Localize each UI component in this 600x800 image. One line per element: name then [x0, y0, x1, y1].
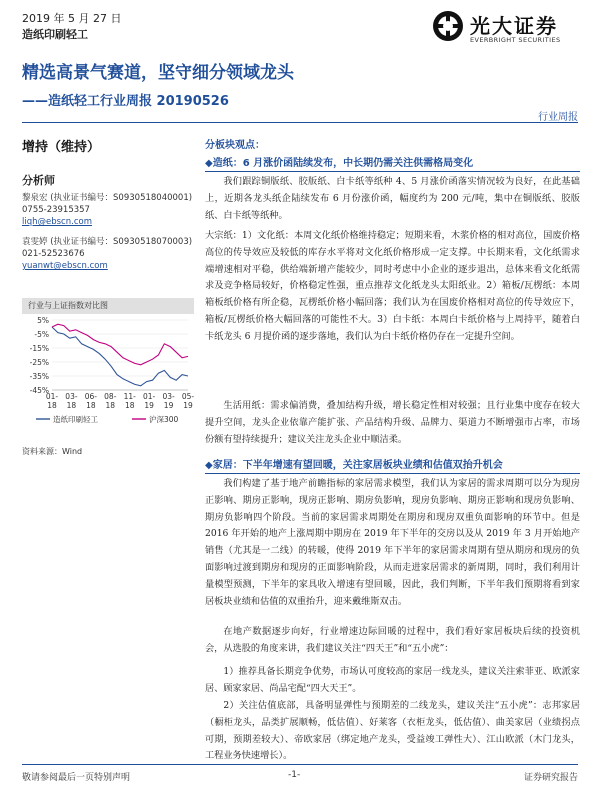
sector-label: 造纸印刷轻工: [22, 28, 88, 41]
chart-source: 资料来源：Wind: [22, 447, 83, 456]
analyst-block-1: [22, 192, 202, 228]
logo-en-text: EVERBRIGHT SECURITIES: [470, 36, 561, 44]
analyst-name: 袁雯婷: [22, 237, 48, 247]
x-tick-label: 08-: [104, 392, 117, 401]
report-type: 行业周报: [538, 112, 578, 123]
report-date: 2019 年 5 月 27 日: [22, 12, 122, 25]
analyst-heading: 分析师: [22, 174, 55, 187]
x-tick-label: 11-: [123, 392, 136, 401]
footer-disclaimer: 敬请参阅最后一页特别声明: [22, 773, 131, 783]
x-tick-label: 18: [66, 401, 77, 410]
furniture-paragraph-1: 我们构建了基于地产前瞻指标的家居需求模型，我们认为家居的需求周期可以分为现房正影响、期房正影响，现房正影响、期房负影响，现房负影响、期房正影响和现房负影响、期房负影响四个阶段。当前的家居需求周期处在期房和现房双重负面影响的环节中。但是 2016 年开始的地产上涨周期中期房在 2019 年下半年的交房以及从 2019 年 3 月开始地产销售（尤其是一二线）的转暖，使得 2019 年下半年的家居需求周期有望从期房和现房的负面影响过渡到期房和现房的正面影响阶段，从而走进家居需求的新周期，同时，我们利用计量模型预测，下半年的家具收入增速有望回暖，因此，我们判断，下半年我们预期将看到家居板块业绩和估值的双重抬升，迎来戴维斯双击。: [205, 478, 580, 607]
chart-plot: [22, 314, 194, 436]
analyst-phone: 0755-23915357: [22, 205, 90, 215]
footer-divider: [22, 764, 578, 765]
x-tick-label: 06-: [84, 392, 97, 401]
y-tick-label: -35%: [29, 372, 49, 381]
x-tick-label: 03-: [162, 392, 175, 401]
page-number: -1-: [288, 770, 301, 780]
y-tick-label: -25%: [29, 358, 49, 367]
x-tick-label: 05-: [181, 392, 194, 401]
analyst-cert: (执业证书编号：S0930518070003): [50, 237, 193, 247]
analyst-cert: (执业证书编号：S0930518040001): [50, 193, 193, 203]
section-heading-paper: ◆造纸：6 月涨价函陆续发布，中长期仍需关注供需格局变化: [205, 154, 580, 172]
x-tick-label: 01-: [45, 392, 59, 401]
section-heading-furniture: ◆家居：下半年增速有望回暖，关注家居板块业绩和估值双抬升机会: [205, 456, 580, 474]
company-logo: [432, 8, 580, 46]
logo-cn-text: 光大证券: [470, 14, 558, 38]
y-tick-label: -5%: [34, 330, 49, 339]
header-divider: [22, 122, 578, 123]
series-line-csi300: [52, 324, 188, 365]
footer-report-label: 证券研究报告: [523, 773, 578, 783]
rating: 增持（维持）: [22, 140, 101, 155]
y-tick-label: -45%: [29, 386, 49, 395]
legend-label: 沪深300: [149, 415, 179, 424]
chart-title: 行业与上证指数对比图: [22, 298, 194, 314]
logo-mark-icon: [432, 10, 464, 42]
summary-heading: 分板块观点：: [205, 140, 265, 151]
x-tick-label: 03-: [65, 392, 78, 401]
furniture-paragraph-3: 1）推荐具备长期竞争优势，市场认可度较高的家居一线龙头，建议关注索菲亚、欧派家居、顾家家居、尚品宅配“四大天王”。: [205, 666, 580, 694]
x-tick-label: 19: [183, 401, 193, 410]
x-tick-label: 18: [105, 401, 116, 410]
analyst-email-link[interactable]: liqh@ebscn.com: [22, 217, 92, 227]
series-line-industry: [52, 327, 188, 386]
x-tick-label: 18: [86, 401, 96, 410]
y-tick-label: -15%: [29, 344, 49, 353]
legend-label: 造纸印刷轻工: [53, 415, 98, 424]
x-tick-label: 18: [124, 401, 135, 410]
report-subtitle: ——造纸轻工行业周报 20190526: [22, 94, 229, 109]
report-title: 精选高景气赛道，坚守细分领域龙头: [22, 63, 294, 83]
analyst-name: 黎泉宏: [22, 193, 48, 203]
x-tick-label: 18: [47, 401, 57, 410]
furniture-paragraph-4: 2）关注估值底部，具备明显弹性与预期差的二线龙头，建议关注“五小虎”：志邦家居（橱柜龙头，品类扩展顺畅，低估值）、好莱客（衣柜龙头，低估值）、曲美家居（业绩拐点可期，预期差较大）、帝欧家居（绑定地产龙头，受益竣工弹性大）、江山欧派（木门龙头，工程业务快速增长）。: [205, 700, 580, 762]
paper-paragraph-bulk: 大宗纸：1）文化纸：本周文化纸价格维持稳定；短期来看，木浆价格的相对高位，国废价格高位的传导效应及较低的库存水平将对文化纸价格形成一定支撑。中长期来看，文化纸需求端增速相对平稳，供给端新增产能较少，同时考虑中小企业的逐步退出，总体来看文化纸需求及竞争格局较好，价格稳定性强，重点推荐文化纸龙头太阳纸业。2）箱板/瓦楞纸：本周箱板纸价格有所企稳，瓦楞纸价格小幅回落；我们认为在国废价格相对高位的传导效应下，箱板/瓦楞纸价格大幅回落的可能性不大。3）白卡纸：本周白卡纸价格与上周持平，随着白卡纸龙头 6 月提价函的逐步落地，我们认为白卡纸价格仍存在一定提升空间。: [205, 230, 580, 342]
y-tick-label: 5%: [37, 316, 49, 325]
analyst-block-2: [22, 236, 202, 272]
x-tick-label: 01-: [143, 392, 156, 401]
furniture-paragraph-2: 在地产数据逐步向好，行业增速边际回暖的过程中，我们看好家居板块后续的投资机会，从选股的角度来讲，我们建议关注“四天王”和“五小虎”：: [205, 626, 580, 654]
analyst-email-link[interactable]: yuanwt@ebscn.com: [22, 261, 108, 271]
x-tick-label: 19: [144, 401, 154, 410]
index-comparison-chart: [22, 298, 194, 436]
x-tick-label: 19: [163, 401, 174, 410]
paper-paragraph-1: 我们跟踪铜版纸、胶版纸、白卡纸等纸种 4、5 月涨价函落实情况较为良好，在此基础上，近期各龙头纸企陆续发布 6 月份涨价函，幅度约为 200 元/吨，集中在铜版纸、胶版纸、白卡纸等纸种。: [205, 176, 580, 221]
analyst-phone: 021-52523676: [22, 249, 85, 259]
paper-paragraph-household: 生活用纸：需求偏消费，叠加结构升级，增长稳定性相对较强；且行业集中度存在较大提升空间，龙头企业依靠产能扩张、产品结构升级、品牌力、渠道力不断增强市占率，市场份额有望持续提升；建议关注龙头企业中顺洁柔。: [205, 400, 580, 445]
